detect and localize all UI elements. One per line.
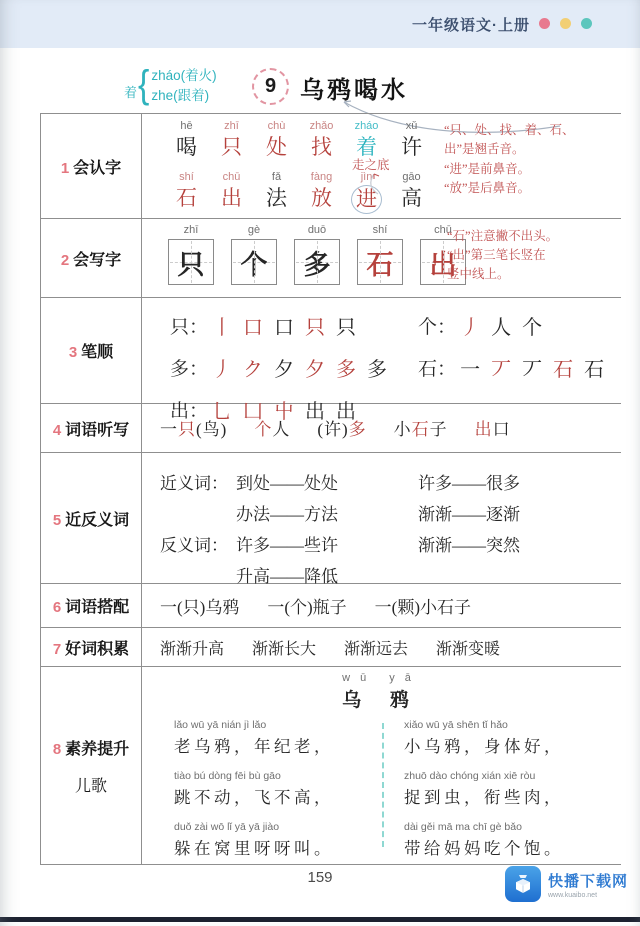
row-title: 会写字 [73,251,122,269]
text-segment: 石 [411,420,430,439]
row-label [41,453,142,583]
margin-note-line: “放”是后鼻音。 [444,181,531,196]
pinyin: jìn [360,171,373,183]
stanza-text: 捉到虫，衔些肉， [404,788,564,807]
hanzi: 许 [401,135,422,159]
char-group [164,120,209,160]
poem-stanza-line [174,719,379,757]
row-number: 7 [52,640,62,658]
hanzi: 进 [351,185,382,214]
row-title: 词语搭配 [65,599,130,616]
stroke-order-char: 多： [170,359,209,380]
stanza-pinyin: tiào bú dòng fēi bù gāo [174,770,281,782]
text-segment: 多 [348,420,367,439]
word-pair: 许多——很多 [418,474,520,493]
word-pair: 渐渐——逐渐 [418,505,520,524]
pairing-item: 一(颗)小石子 [374,598,471,617]
row-number: 8 [52,740,62,758]
stroke-order-char: 出： [170,401,209,422]
annotation-character: 着 [124,85,138,101]
stroke-order-item [418,353,621,382]
char-group [209,120,254,160]
poem-right-column [404,719,609,872]
row-number: 6 [52,599,62,616]
stanza-text: 带给妈妈吃个饱。 [404,839,564,858]
tianzige-box [231,239,277,285]
row-number: 1 [60,159,70,177]
good-word-item: 渐渐长大 [252,640,317,658]
margin-note-line: “出”第三笔长竖在 [447,247,546,262]
good-word-item: 渐渐远去 [344,640,409,658]
poem-title: 乌 鸦 [342,690,421,711]
row-title: 好词积累 [65,640,130,658]
pinyin: hē [180,120,193,132]
row-content [142,114,621,218]
row-label [41,667,142,864]
word-pair: 办法——方法 [236,505,338,524]
word-pair: 许多——些许 [236,536,338,555]
row-label [41,114,142,218]
watermark-site-url: www.kuaibo.net [547,891,598,899]
row-stroke-order [41,298,621,423]
stanza-pinyin: lǎo wū yā nián jì lǎo [174,719,267,731]
char-group [164,171,209,214]
watermark-site-name: 快播下载网 [547,872,628,890]
stanza-text: 躲在窝里呀呀叫。 [174,839,334,858]
word-pair-line [142,466,621,497]
pairing-item: 一(个)瓶子 [267,598,347,617]
row-number: 3 [68,344,78,361]
scan-edge-line [0,917,640,922]
study-table [40,113,621,865]
dictation-item [394,415,448,440]
dictation-item [160,415,227,440]
text-segment: 人 [272,420,291,439]
pinyin: chù [267,120,286,132]
pair-type-label: 近义词： [160,474,228,493]
hanzi: 找 [311,135,332,159]
word-pair-line [142,528,621,559]
good-word-item: 渐渐升高 [160,640,225,658]
hanzi-wrap [299,134,344,160]
stroke-order-char: 石： [418,359,457,380]
hanzi: 喝 [176,135,197,159]
hanzi: 出 [429,249,457,280]
row-number: 5 [52,511,62,529]
watermark [505,866,628,902]
stroke-order-char: 只： [170,317,209,338]
char-group [254,120,299,160]
char-group [299,171,344,214]
hanzi: 着 [356,135,377,159]
stroke-order-char: 个： [418,317,457,338]
pinyin: zhī [183,224,199,236]
text-segment: 个 [254,420,273,439]
row-title: 词语听写 [65,421,130,439]
stroke-order-item [170,353,418,382]
dictation-words [142,404,621,451]
poem-stanza-line [174,821,379,859]
hanzi: 放 [311,186,332,210]
row-write-characters [41,219,621,298]
poem-column-divider [382,723,384,847]
row-content [142,219,621,297]
watermark-texts [548,870,628,899]
write-char-group [231,224,277,285]
char-group [344,120,389,160]
pairing-item: 一(只)乌鸦 [160,598,240,617]
margin-note-line: “进”是前鼻音。 [444,161,531,176]
stroke-step: 丆 [491,359,512,381]
page-header-band [0,0,640,48]
stroke-step: 口 [243,317,264,339]
download-site-app-icon [505,866,541,902]
text-segment: 只 [178,420,196,439]
pinyin: zháo [354,120,379,132]
page-number: 159 [307,869,333,886]
row-synonyms-antonyms [41,453,621,584]
header-decorative-dots [539,18,592,29]
stroke-step: 乚 [212,401,233,423]
word-pair: 升高——降低 [236,567,338,586]
stroke-step: 石 [584,359,605,381]
row-content [142,453,621,586]
stroke-step: 只 [336,317,357,339]
stroke-step: 夕 [274,359,295,381]
pair-type-label: 反义词： [160,536,228,555]
stanza-pinyin: xiǎo wū yā shēn tǐ hǎo [404,719,508,731]
row-good-words [41,628,621,667]
poem-stanza-line [174,770,379,808]
row-label [41,404,142,452]
hanzi-wrap [209,185,254,211]
write-char-group [294,224,340,285]
row-content [142,584,621,627]
poem-title-pinyin: wū yā [342,672,421,684]
stroke-step: 凵 [243,401,264,423]
hanzi: 只 [177,249,205,280]
dictation-item [254,415,290,440]
decorative-dot [581,18,592,29]
stanza-pinyin: zhuō dào chóng xián xiē ròu [404,770,536,782]
hanzi: 石 [366,249,394,280]
hanzi: 石 [176,186,197,210]
pinyin: chū [434,224,452,236]
teacher-margin-note [444,121,616,199]
pinyin: gè [247,224,261,236]
row-label [41,628,142,666]
stroke-step: 丿 [212,359,233,381]
stroke-step: 多 [367,359,388,381]
row-number: 4 [52,421,62,439]
word-pair: 渐渐——突然 [418,536,520,555]
tianzige-box [357,239,403,285]
row-word-pairing [41,584,621,628]
hanzi-wrap [164,134,209,160]
stroke-step: 人 [491,317,512,339]
radical-annotation: 走之底 [352,158,390,172]
book-title: 一年级语文·上册 [412,17,530,34]
hanzi-wrap [209,134,254,160]
hanzi: 法 [266,186,287,210]
good-word-items [142,628,621,666]
text-segment: 口 [492,420,511,439]
hanzi: 只 [221,135,242,159]
hanzi: 多 [303,249,331,280]
row-content [142,298,621,423]
hanzi-wrap [299,185,344,211]
pinyin: fǎ [271,171,282,183]
stroke-step: ク [243,359,264,381]
pinyin: gāo [402,171,421,183]
teacher-margin-note [447,227,617,283]
text-segment: (许) [317,420,349,439]
char-group [254,171,299,214]
hanzi: 处 [266,135,287,159]
row-content [142,628,621,666]
poem-stanza-line [404,719,609,757]
stroke-step: 只 [305,317,326,339]
row-title: 笔顺 [81,344,114,361]
pinyin: xǔ [405,120,418,132]
stroke-step: 出 [305,401,326,423]
pairing-items [142,584,621,627]
stanza-text: 小乌鸦，身体好， [404,737,564,756]
margin-note-line: 竖中线上。 [447,266,510,281]
row-word-dictation [41,404,621,453]
word-pair-line [142,497,621,528]
hanzi-wrap [389,134,434,160]
text-segment: 出 [474,420,493,439]
row-recognize-characters [41,114,621,219]
pinyin: shí [179,171,194,183]
poem-stanza-line [404,821,609,859]
stroke-step: 丿 [460,317,481,339]
stroke-order-item [418,311,621,340]
stroke-step: 出 [336,401,357,423]
pinyin: zhǎo [309,120,334,132]
poem-title-block [142,672,621,712]
hanzi: 高 [401,186,422,210]
annotation-reading: zhe(跟着) [151,87,210,103]
multi-pronunciation-annotation [124,63,217,107]
hanzi-wrap [389,185,434,211]
char-group [389,120,434,160]
poem-left-column [174,719,379,872]
pinyin: duō [307,224,327,236]
stanza-pinyin: duǒ zài wō lǐ yā yā jiào [174,821,280,833]
recognize-line-1 [164,120,434,160]
write-char-group [168,224,214,285]
text-segment: (鸟) [196,420,228,439]
row-subtitle: 儿歌 [74,777,107,795]
stanza-pinyin: dài gěi mā ma chī gè bǎo [404,821,522,833]
row-title: 素养提升 [65,740,130,758]
write-char-group [357,224,403,285]
lesson-number: 9 [264,75,277,97]
row-literacy-improvement [41,667,621,865]
row-label [41,298,142,403]
row-content [142,404,621,452]
hanzi: 个 [240,249,268,280]
good-word-item: 渐渐变暖 [436,640,501,658]
hanzi: 出 [221,186,242,210]
pinyin: zhī [224,120,239,132]
dictation-item [475,415,511,440]
stroke-step: 口 [274,317,295,339]
margin-note-line: “只、处、找、着、石、 [444,123,575,137]
stroke-step: 一 [460,359,481,381]
stroke-step: 丆 [522,359,543,381]
pinyin: fàng [310,171,333,183]
stanza-text: 老乌鸦，年纪老， [174,737,334,756]
radical-arrow [364,170,384,196]
char-group [389,171,434,214]
tianzige-box [294,239,340,285]
cube-icon [512,873,534,895]
synonym-antonym-lines [142,453,621,590]
char-group [209,171,254,214]
lesson-number-badge [252,68,289,105]
dictation-item [317,415,366,440]
hanzi-wrap [254,185,299,211]
annotation-lines [151,66,216,105]
char-group [299,120,344,160]
annotation-reading: zháo(着火) [151,68,217,83]
stroke-step: 石 [553,359,574,381]
row-content [142,667,621,864]
write-character-boxes [168,224,466,285]
lesson-title: 乌鸦喝水 [300,77,408,104]
margin-note-line: 出”是翘舌音。 [444,142,525,157]
hanzi-wrap [254,134,299,160]
word-pair: 到处——处处 [236,474,338,493]
pinyin: shí [372,224,388,236]
row-label [41,219,142,297]
text-segment: 小 [393,420,412,439]
margin-note-line: “石”注意撇不出头。 [447,229,559,243]
recognize-line-2 [164,171,434,214]
row-number: 2 [60,251,70,269]
text-segment: 子 [429,420,448,439]
text-segment: 一 [160,420,178,439]
hanzi-wrap [164,185,209,211]
stroke-step: 丨 [212,317,233,339]
row-title: 近反义词 [65,511,130,529]
stroke-step: 个 [522,317,543,339]
stroke-order-item [170,311,418,340]
decorative-dot [539,18,550,29]
stroke-step: 夕 [305,359,326,381]
row-label [41,584,142,627]
pinyin: chū [222,171,241,183]
brace-glyph: { [138,63,150,107]
stroke-step: 多 [336,359,357,381]
decorative-dot [560,18,571,29]
stanza-text: 跳不动，飞不高， [174,788,334,807]
row-title: 会认字 [73,159,122,177]
tianzige-box [168,239,214,285]
stroke-step: 屮 [274,401,295,423]
poem-stanza-line [404,770,609,808]
